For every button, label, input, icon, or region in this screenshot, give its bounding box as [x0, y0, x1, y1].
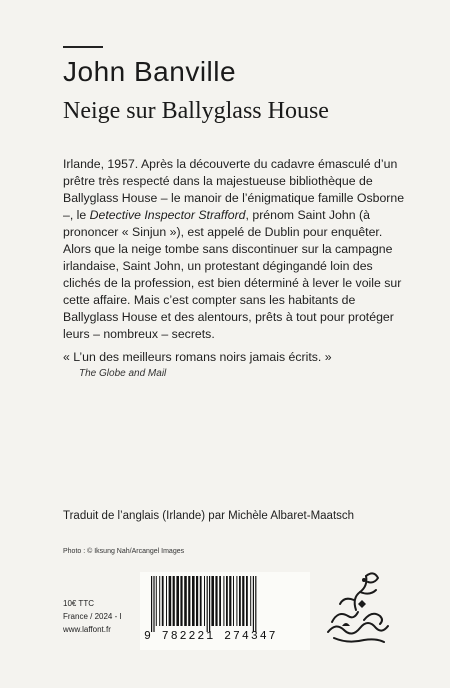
price: 10€ TTC: [63, 599, 94, 608]
barcode-bar: [207, 576, 208, 632]
barcode-bar: [196, 576, 198, 626]
barcode-bar: [180, 576, 182, 626]
barcode-bar: [255, 576, 256, 632]
barcode-bar: [200, 576, 202, 626]
blurb-part-2: , prénom Saint John (à prononcer « Sinjun »), est appelé de Dublin pour enquêter. Alors que la neige tombe sans discontinuer sur la campagne irlandaise, Saint John, un protestant dégingandé loin des clichés de la profession, est bien déterminé à lever le voile sur cette affaire. Mais c’est compter sans les habitants de Ballyglass House et des alentours, prêts à tout pour protéger leurs – nombreux – secrets.: [63, 208, 402, 341]
barcode-bar: [246, 576, 248, 626]
barcode-bar: [159, 576, 160, 626]
barcode-bar: [166, 576, 167, 626]
barcode-bar: [162, 576, 164, 626]
blurb-italic-role: Detective Inspector Strafford: [89, 208, 246, 222]
top-rule: [63, 46, 103, 48]
barcode-bar: [209, 576, 210, 632]
publisher-logo-icon: [314, 560, 400, 646]
barcode-bar: [176, 576, 179, 626]
barcode-bar: [226, 576, 228, 626]
barcode-bar: [233, 576, 234, 626]
photo-credit: Photo : © Iksung Nah/Arcangel Images: [63, 548, 185, 555]
barcode-bar: [169, 576, 172, 626]
barcode-bar: [250, 576, 251, 626]
website-link: www.laffont.fr: [63, 625, 111, 634]
book-title: Neige sur Ballyglass House: [63, 98, 329, 124]
barcode-bar: [173, 576, 175, 626]
barcode-bar: [153, 576, 154, 632]
blurb-part-1: Irlande, 1957. Après la découverte du cadavre émasculé d’un prêtre très respecté dans la majestueuse bibliothèque de Ballyglass House – le manoir de l’énigmatique famille Osborne –, le: [63, 157, 405, 222]
barcode-bar: [188, 576, 190, 626]
barcode-bar: [239, 576, 241, 626]
barcode-bar: [229, 576, 231, 626]
blurb-text: [63, 156, 408, 343]
press-quote: « L’un des meilleurs romans noirs jamais écrits. »: [63, 350, 332, 364]
barcode-bar: [236, 576, 237, 626]
barcode-bar: [204, 576, 205, 626]
price-block: [63, 597, 122, 636]
barcode-bar: [192, 576, 195, 626]
barcode-bar: [211, 576, 214, 626]
translator-credit: Traduit de l’anglais (Irlande) par Michèle Albaret-Maatsch: [63, 510, 355, 522]
barcode-bar: [219, 576, 221, 626]
isbn-number: 9 782221 274347: [144, 630, 278, 643]
barcode-bar: [223, 576, 224, 626]
barcode-bar: [215, 576, 217, 626]
barcode-bar: [242, 576, 244, 626]
barcode-bar: [151, 576, 152, 632]
press-quote-source: The Globe and Mail: [79, 368, 167, 379]
barcode-bar: [184, 576, 187, 626]
barcode-bars-icon: [149, 576, 301, 632]
edition-code: France / 2024 - I: [63, 612, 122, 621]
barcode-bar: [253, 576, 254, 632]
barcode-bar: [156, 576, 157, 626]
author-name: John Banville: [63, 56, 237, 87]
barcode: [140, 572, 310, 650]
